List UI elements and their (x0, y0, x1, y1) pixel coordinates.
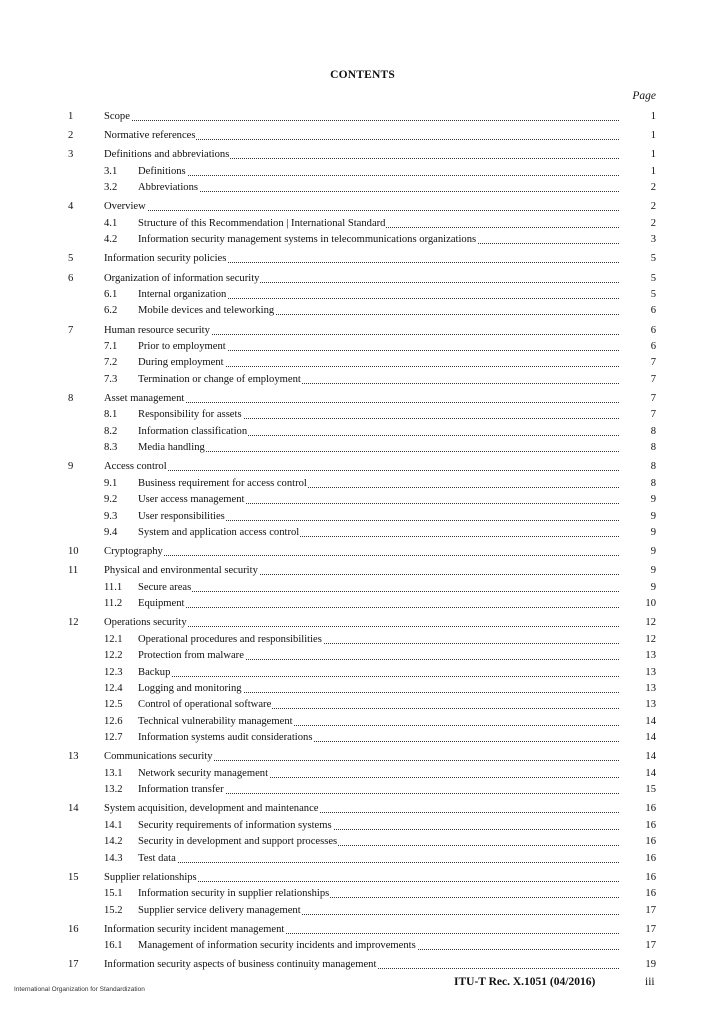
toc-entry-number: 12 (68, 617, 79, 629)
toc-entry-title: Definitions (138, 164, 187, 180)
toc-entry-number: 8.3 (104, 442, 118, 454)
toc-dot-leader (138, 607, 619, 608)
toc-entry-title: Information security management systems in telecommunications organizations (138, 232, 477, 248)
toc-entry-page: 1 (650, 130, 656, 142)
toc-entry-number: 4.2 (104, 234, 118, 246)
toc-entry-page: 13 (645, 699, 656, 711)
toc-entry-page: 9 (650, 565, 656, 577)
toc-entry-page: 10 (645, 598, 656, 610)
toc-entry-number: 13.2 (104, 784, 123, 796)
toc-entry-page: 17 (645, 940, 656, 952)
toc-entry-number: 9.2 (104, 494, 118, 506)
toc-entry-page: 9 (650, 510, 656, 522)
toc-entry-number: 15.2 (104, 904, 123, 916)
toc-entry-title: During employment (138, 355, 225, 371)
toc-section[interactable] (0, 391, 725, 407)
toc-entry-number: 14 (68, 803, 79, 815)
toc-entry-number: 12.5 (104, 699, 123, 711)
toc-subsection[interactable] (0, 287, 725, 303)
toc-entry-title: Information security in supplier relationships (138, 886, 330, 902)
toc-entry-page: 14 (645, 732, 656, 744)
toc-subsection[interactable] (0, 525, 725, 541)
toc-entry-page: 5 (650, 289, 656, 300)
toc-entry-page: 7 (650, 357, 656, 369)
toc-entry-page: 3 (650, 234, 656, 246)
toc-entry-page: 16 (645, 888, 656, 900)
toc-entry-number: 6.1 (104, 289, 118, 300)
toc-entry-title: Asset management (104, 391, 185, 407)
toc-section[interactable] (0, 459, 725, 475)
toc-dot-leader (138, 451, 619, 452)
toc-entry-page: 7 (650, 393, 656, 404)
toc-entry-page: 17 (645, 923, 656, 935)
toc-entry-title: Normative references (104, 128, 196, 144)
toc-entry-number: 6 (68, 272, 74, 284)
toc-section[interactable] (0, 922, 725, 938)
toc-entry-page: 6 (650, 305, 656, 317)
toc-section[interactable] (0, 128, 725, 144)
toc-entry-page: 14 (645, 751, 656, 763)
toc-entry-title: Communications security (104, 749, 214, 765)
toc-entry-number: 6.2 (104, 305, 118, 317)
toc-entry-title: Control of operational software (138, 697, 272, 713)
toc-entry-page: 19 (645, 959, 656, 971)
toc-entry-title: Operations security (104, 615, 188, 631)
toc-entry-title: Mobile devices and teleworking (138, 303, 275, 319)
toc-entry-number: 9.4 (104, 527, 118, 538)
toc-entry-number: 7.2 (104, 357, 118, 369)
toc-entry-page: 17 (645, 904, 656, 916)
toc-entry-number: 4 (68, 201, 74, 213)
toc-entry-number: 14.2 (104, 836, 123, 848)
toc-entry-title: System acquisition, development and maintenance (104, 801, 319, 817)
toc-entry-title: Security requirements of information systems (138, 818, 333, 834)
toc-entry-number: 10 (68, 546, 79, 558)
toc-entry-page: 2 (650, 201, 656, 213)
toc-entry-title: Physical and environmental security (104, 563, 259, 579)
toc-entry-page: 16 (645, 852, 656, 864)
toc-section[interactable] (0, 271, 725, 287)
toc-dot-leader (138, 191, 619, 192)
toc-section[interactable] (0, 801, 725, 817)
toc-entry-title: Termination or change of employment (138, 372, 302, 388)
toc-subsection[interactable] (0, 903, 725, 919)
toc-entry-number: 16.1 (104, 940, 123, 952)
toc-entry-number: 4.1 (104, 217, 118, 229)
toc-entry-number: 12.7 (104, 732, 123, 744)
toc-subsection[interactable] (0, 782, 725, 798)
toc-entry-number: 12.2 (104, 650, 123, 662)
toc-entry-page: 14 (645, 767, 656, 779)
toc-subsection[interactable] (0, 339, 725, 355)
toc-entry-title: Test data (138, 851, 177, 867)
toc-entry-page: 13 (645, 650, 656, 662)
toc-section[interactable] (0, 615, 725, 631)
toc-entry-number: 5 (68, 253, 74, 265)
toc-entry-number: 13.1 (104, 767, 123, 779)
toc-entry-number: 2 (68, 130, 74, 142)
toc-entry-number: 8.2 (104, 425, 118, 437)
footer-page-number: iii (645, 976, 655, 988)
toc-entry-number: 17 (68, 959, 79, 971)
toc-subsection[interactable] (0, 697, 725, 713)
toc-subsection[interactable] (0, 509, 725, 525)
toc-section[interactable] (0, 251, 725, 267)
toc-entry-title: System and application access control (138, 525, 300, 541)
toc-entry-number: 13 (68, 751, 79, 763)
toc-entry-title: Operational procedures and responsibilities (138, 632, 323, 648)
toc-entry-title: Responsibility for assets (138, 407, 243, 423)
toc-entry-number: 9.1 (104, 477, 118, 489)
toc-entry-page: 15 (645, 784, 656, 796)
toc-entry-title: Security in development and support processes (138, 834, 338, 850)
toc-subsection[interactable] (0, 355, 725, 371)
toc-entry-page: 16 (645, 871, 656, 883)
toc-subsection[interactable] (0, 164, 725, 180)
toc-subsection[interactable] (0, 886, 725, 902)
toc-entry-title: User responsibilities (138, 509, 226, 525)
toc-entry-page: 2 (650, 182, 656, 194)
toc-entry-number: 9.3 (104, 510, 118, 522)
toc-entry-title: Access control (104, 459, 168, 475)
toc-entry-page: 9 (650, 546, 656, 558)
toc-entry-page: 9 (650, 581, 656, 593)
toc-dot-leader (104, 210, 619, 211)
toc-entry-number: 11 (68, 565, 79, 577)
toc-entry-page: 6 (650, 341, 656, 352)
toc-entry-title: Cryptography (104, 544, 164, 560)
toc-entry-title: Management of information security incidents and improvements (138, 938, 417, 954)
toc-section[interactable] (0, 870, 725, 886)
toc-entry-page: 16 (645, 803, 656, 815)
toc-entry-number: 15 (68, 871, 79, 883)
toc-entry-page: 9 (650, 527, 656, 538)
toc-subsection[interactable] (0, 476, 725, 492)
toc-entry-number: 16 (68, 923, 79, 935)
toc-entry-title: Business requirement for access control (138, 476, 308, 492)
toc-dot-leader (104, 555, 619, 556)
toc-entry-number: 3 (68, 149, 74, 161)
toc-subsection[interactable] (0, 818, 725, 834)
toc-dot-leader (138, 862, 619, 863)
toc-subsection[interactable] (0, 665, 725, 681)
toc-entry-number: 9 (68, 461, 74, 473)
toc-entry-title: Network security management (138, 766, 269, 782)
toc-section[interactable] (0, 544, 725, 560)
toc-subsection[interactable] (0, 407, 725, 423)
toc-subsection[interactable] (0, 730, 725, 746)
toc-entry-number: 3.1 (104, 165, 118, 177)
toc-entry-page: 14 (645, 715, 656, 727)
toc-subsection[interactable] (0, 440, 725, 456)
toc-section[interactable] (0, 957, 725, 973)
toc-entry-title: Information transfer (138, 782, 225, 798)
toc-entry-title: Human resource security (104, 323, 211, 339)
toc-entry-number: 12.6 (104, 715, 123, 727)
toc-entry-page: 8 (650, 442, 656, 454)
toc-subsection[interactable] (0, 580, 725, 596)
toc-section[interactable] (0, 323, 725, 339)
toc-entry-title: Media handling (138, 440, 206, 456)
toc-dot-leader (104, 120, 619, 121)
toc-entry-title: Structure of this Recommendation | International Standard (138, 216, 386, 232)
toc-entry-title: Supplier service delivery management (138, 903, 302, 919)
toc-subsection[interactable] (0, 938, 725, 954)
toc-entry-page: 13 (645, 683, 656, 694)
toc-entry-title: Abbreviations (138, 180, 199, 196)
toc-entry-number: 15.1 (104, 888, 123, 900)
toc-entry-title: Backup (138, 665, 171, 681)
toc-entry-title: Supplier relationships (104, 870, 198, 886)
toc-entry-title: Information systems audit considerations (138, 730, 313, 746)
toc-section[interactable] (0, 109, 725, 125)
toc-entry-page: 8 (650, 425, 656, 437)
toc-entry-page: 1 (650, 149, 656, 161)
toc-entry-page: 1 (650, 165, 656, 177)
toc-subsection[interactable] (0, 303, 725, 319)
toc-section[interactable] (0, 749, 725, 765)
toc-entry-title: Technical vulnerability management (138, 714, 294, 730)
toc-entry-title: Information security policies (104, 251, 227, 267)
contents-title: CONTENTS (330, 69, 395, 81)
toc-subsection[interactable] (0, 648, 725, 664)
toc-entry-page: 7 (650, 409, 656, 421)
toc-entry-title: Information classification (138, 424, 248, 440)
toc-entry-title: Prior to employment (138, 339, 227, 355)
toc-entry-page: 16 (645, 819, 656, 831)
toc-subsection[interactable] (0, 424, 725, 440)
toc-subsection[interactable] (0, 180, 725, 196)
toc-entry-number: 1 (68, 111, 74, 122)
toc-subsection[interactable] (0, 216, 725, 232)
toc-entry-number: 11.2 (104, 598, 123, 610)
toc-section[interactable] (0, 147, 725, 163)
toc-dot-leader (138, 175, 619, 176)
toc-entry-page: 13 (645, 666, 656, 678)
toc-subsection[interactable] (0, 232, 725, 248)
toc-entry-number: 12.3 (104, 666, 123, 678)
toc-subsection[interactable] (0, 372, 725, 388)
toc-subsection[interactable] (0, 851, 725, 867)
toc-entry-page: 7 (650, 373, 656, 385)
toc-entry-number: 14.1 (104, 819, 123, 831)
toc-entry-title: Information security aspects of business continuity management (104, 957, 377, 973)
toc-subsection[interactable] (0, 492, 725, 508)
toc-entry-page: 8 (650, 461, 656, 473)
toc-entry-title: Overview (104, 199, 147, 215)
toc-subsection[interactable] (0, 766, 725, 782)
toc-entry-page: 8 (650, 477, 656, 489)
toc-entry-title: Logging and monitoring (138, 681, 243, 697)
toc-entry-number: 14.3 (104, 852, 123, 864)
toc-entry-number: 7 (68, 324, 74, 336)
toc-entry-page: 5 (650, 272, 656, 284)
toc-entry-page: 2 (650, 217, 656, 229)
toc-entry-title: Organization of information security (104, 271, 260, 287)
toc-entry-page: 1 (650, 111, 656, 122)
footer-organization: International Organization for Standardization (14, 986, 145, 993)
toc-entry-page: 16 (645, 836, 656, 848)
toc-entry-page: 5 (650, 253, 656, 265)
toc-entry-title: Definitions and abbreviations (104, 147, 230, 163)
toc-dot-leader (138, 676, 619, 677)
toc-section[interactable] (0, 563, 725, 579)
toc-entry-number: 12.4 (104, 683, 123, 694)
toc-entry-title: Internal organization (138, 287, 227, 303)
toc-entry-number: 7.3 (104, 373, 118, 385)
page-column-label: Page (632, 90, 656, 102)
toc-entry-title: Equipment (138, 596, 186, 612)
toc-subsection[interactable] (0, 681, 725, 697)
toc-entry-number: 11.1 (104, 581, 123, 593)
footer-doc-reference: ITU-T Rec. X.1051 (04/2016) (454, 976, 596, 988)
toc-subsection[interactable] (0, 596, 725, 612)
toc-dot-leader (104, 470, 619, 471)
toc-section[interactable] (0, 199, 725, 215)
toc-entry-page: 9 (650, 494, 656, 506)
toc-entry-title: Protection from malware (138, 648, 245, 664)
toc-entry-number: 8 (68, 393, 74, 404)
toc-entry-number: 8.1 (104, 409, 118, 421)
toc-entry-title: Secure areas (138, 580, 192, 596)
toc-entry-title: Scope (104, 109, 131, 125)
toc-entry-page: 6 (650, 324, 656, 336)
toc-entry-title: User access management (138, 492, 245, 508)
toc-subsection[interactable] (0, 714, 725, 730)
toc-dot-leader (138, 591, 619, 592)
toc-entry-number: 12.1 (104, 633, 123, 645)
toc-entry-number: 7.1 (104, 341, 118, 352)
toc-entry-number: 3.2 (104, 182, 118, 194)
toc-entry-title: Information security incident management (104, 922, 285, 938)
toc-entry-page: 12 (645, 617, 656, 629)
toc-subsection[interactable] (0, 632, 725, 648)
toc-subsection[interactable] (0, 834, 725, 850)
toc-entry-page: 12 (645, 633, 656, 645)
